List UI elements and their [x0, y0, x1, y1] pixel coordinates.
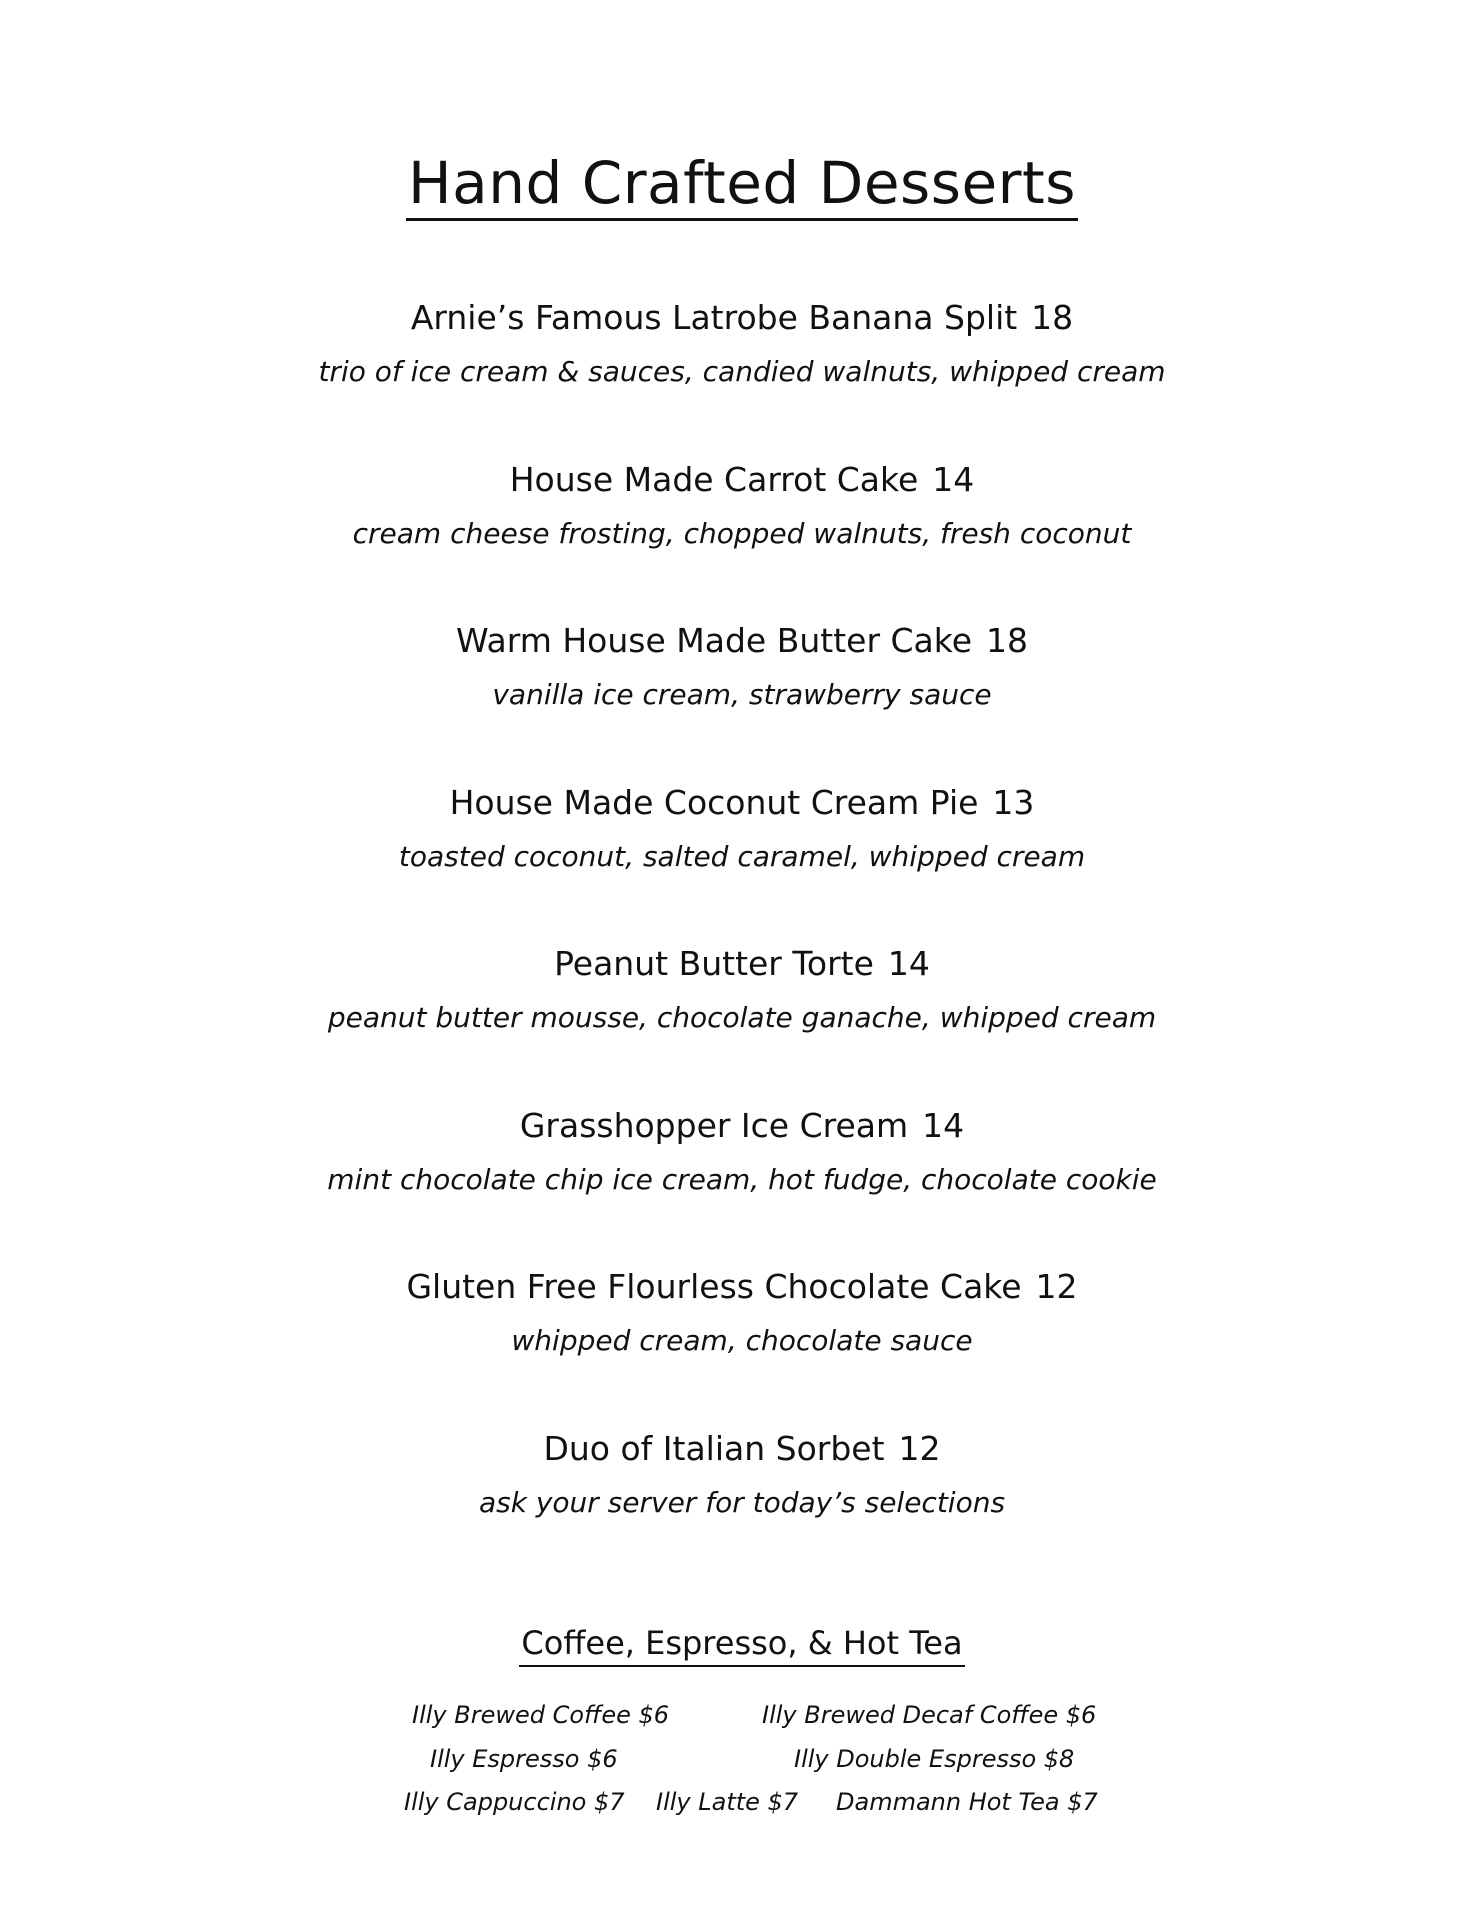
- coffee-section-title: Coffee, Espresso, & Hot Tea: [519, 1622, 964, 1667]
- dessert-description: mint chocolate chip ice cream, hot fudge, chocolate cookie: [327, 1162, 1157, 1196]
- dessert-description: whipped cream, chocolate sauce: [511, 1324, 973, 1357]
- dessert-item: [0, 458, 1484, 620]
- coffee-section-header: [0, 1622, 1484, 1667]
- dessert-name: Peanut Butter Torte: [554, 944, 874, 983]
- dessert-item: [0, 1265, 1484, 1427]
- dessert-description: cream cheese frosting, chopped walnuts, fresh coconut: [352, 516, 1132, 550]
- dessert-price: 12: [898, 1428, 941, 1468]
- dessert-description: peanut butter mousse, chocolate ganache, whipped cream: [327, 1001, 1157, 1034]
- drink-item: Illy Double Espresso $8: [794, 1745, 1075, 1773]
- drink-item: Illy Latte $7: [656, 1788, 799, 1816]
- dessert-name-line: [0, 1104, 1484, 1148]
- dessert-item: [0, 942, 1484, 1104]
- drink-item: Illy Brewed Coffee $6: [412, 1701, 670, 1729]
- dessert-name: Duo of Italian Sorbet: [543, 1428, 885, 1468]
- dessert-description: ask your server for today’s selections: [478, 1485, 1006, 1519]
- dessert-name-line: [0, 1265, 1484, 1309]
- dessert-name: Gluten Free Flourless Chocolate Cake: [406, 1267, 1022, 1306]
- drink-item: Dammann Hot Tea $7: [836, 1788, 1098, 1816]
- dessert-item: [0, 781, 1484, 943]
- dessert-item: [0, 296, 1484, 458]
- dessert-name-line: [0, 296, 1484, 340]
- dessert-description: vanilla ice cream, strawberry sauce: [492, 678, 992, 711]
- dessert-item: [0, 619, 1484, 781]
- menu-title: Hand Crafted Desserts: [406, 152, 1078, 221]
- dessert-price: 18: [986, 621, 1028, 660]
- dessert-name: Arnie’s Famous Latrobe Banana Split: [410, 298, 1018, 337]
- dessert-price: 14: [932, 459, 975, 499]
- dessert-description: trio of ice cream & sauces, candied walnuts, whipped cream: [318, 355, 1166, 388]
- dessert-name: Warm House Made Butter Cake: [456, 621, 972, 660]
- dessert-price: 14: [922, 1105, 965, 1145]
- title-wrap: [0, 149, 1484, 221]
- dessert-name-line: [0, 1427, 1484, 1471]
- dessert-price: 13: [992, 782, 1035, 822]
- dessert-price: 12: [1035, 1267, 1078, 1306]
- dessert-price: 14: [887, 944, 930, 983]
- dessert-name-line: [0, 781, 1484, 825]
- dessert-name-line: [0, 458, 1484, 502]
- drink-item: Illy Espresso $6: [430, 1745, 618, 1773]
- drink-item: Illy Cappuccino $7: [404, 1788, 625, 1816]
- dessert-name-line: [0, 619, 1484, 663]
- dessert-price: 18: [1031, 298, 1074, 337]
- drink-item: Illy Brewed Decaf Coffee $6: [762, 1701, 1097, 1729]
- dessert-item: [0, 1104, 1484, 1266]
- dessert-name: Grasshopper Ice Cream: [519, 1105, 909, 1145]
- dessert-name: House Made Carrot Cake: [509, 459, 919, 499]
- dessert-name: House Made Coconut Cream Pie: [449, 782, 979, 822]
- dessert-name-line: [0, 942, 1484, 986]
- dessert-item: [0, 1427, 1484, 1589]
- dessert-description: toasted coconut, salted caramel, whipped cream: [398, 839, 1086, 873]
- dessert-list: [0, 296, 1484, 1588]
